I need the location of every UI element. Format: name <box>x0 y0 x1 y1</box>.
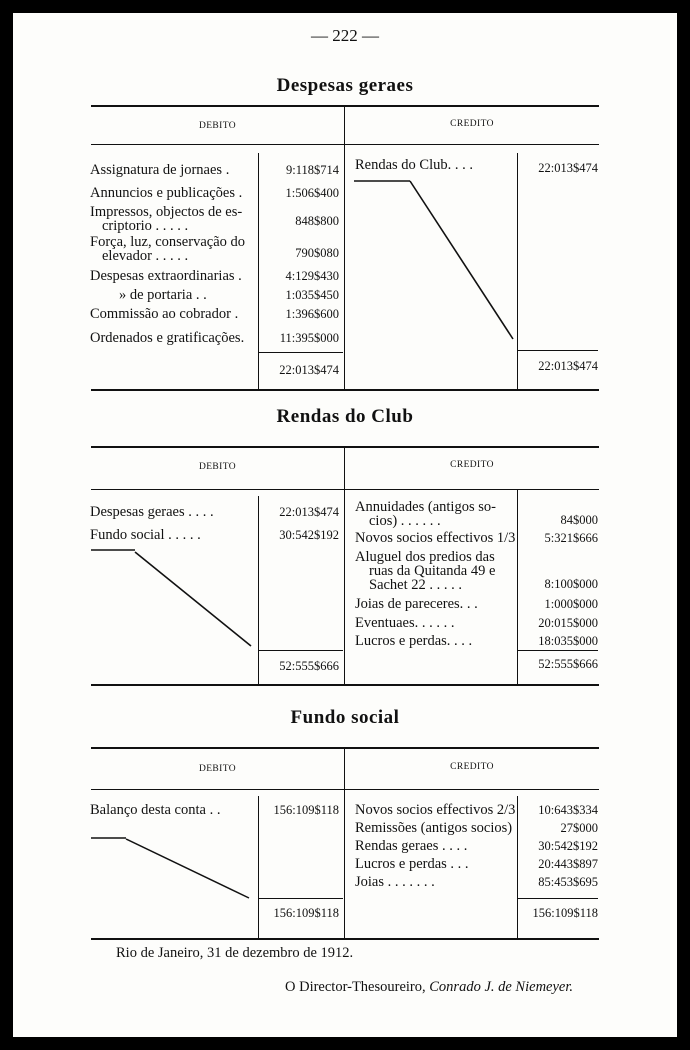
total-rule <box>259 650 343 651</box>
debit-header: DEBITO <box>198 462 237 472</box>
debit-row-amount: 30:542$192 <box>279 528 339 542</box>
debit-row-amount: 11:395$000 <box>279 331 339 345</box>
debit-header: DEBITO <box>198 121 237 131</box>
credit-row-amount: 84$000 <box>560 513 598 527</box>
credit-row-amount: 5:321$666 <box>544 531 598 545</box>
section-title-rendas-do-club: Rendas do Club <box>276 406 414 427</box>
credit-row-label: Lucros e perdas. . . . <box>355 633 473 649</box>
credit-row-label: Eventuaes. . . . . . <box>355 615 455 631</box>
debit-row-label: Assignatura de jornaes . <box>90 162 230 178</box>
credit-row-label: Remissões (antigos socios) <box>355 820 513 836</box>
section-bottom-rule <box>91 389 599 391</box>
debit-row-amount: 1:035$450 <box>285 288 339 302</box>
credit-row-amount: 85:453$695 <box>538 875 598 889</box>
debit-row-amount: 9:118$714 <box>285 163 339 177</box>
credit-row-amount: 22:013$474 <box>538 161 598 175</box>
total-rule <box>259 898 343 899</box>
credit-row-label: Joias . . . . . . . <box>355 874 435 890</box>
signature-prefix: O Director-Thesoureiro, <box>285 979 426 995</box>
debit-row-label: Ordenados e gratificações. <box>90 330 245 346</box>
debit-row-amount: 1:506$400 <box>285 186 339 200</box>
section-title-fundo-social: Fundo social <box>290 707 400 728</box>
credit-row-amount: 10:643$334 <box>538 803 598 817</box>
debit-amount-divider <box>258 496 259 684</box>
credit-row-label: Aluguel dos predios das <box>355 549 495 565</box>
credit-row-label: ruas da Quitanda 49 e <box>369 563 496 579</box>
credit-row-label: Joias de pareceres. . . <box>355 596 478 612</box>
debit-row-amount: 156:109$118 <box>273 803 339 817</box>
debit-row-amount: 4:129$430 <box>285 269 339 283</box>
credit-total: 156:109$118 <box>532 906 598 920</box>
debit-row-label: Despesas extraordinarias . <box>90 268 242 284</box>
signature-name: Conrado J. de Niemeyer. <box>429 979 574 995</box>
credit-header: CREDITO <box>450 762 494 772</box>
debit-row-amount: 1:396$600 <box>285 307 339 321</box>
place-date: Rio de Janeiro, 31 de dezembro de 1912. <box>116 945 354 961</box>
credit-row-amount: 18:035$000 <box>538 634 598 648</box>
credit-row-amount: 20:015$000 <box>538 616 598 630</box>
credit-row-amount: 8:100$000 <box>544 577 598 591</box>
total-rule <box>518 898 598 899</box>
document-page <box>13 13 677 1037</box>
column-divider <box>344 749 345 938</box>
credit-row-label: Novos socios effectivos 1/3 <box>355 530 516 546</box>
debit-row-amount: 790$080 <box>295 246 339 260</box>
section-bottom-rule <box>91 684 599 686</box>
column-divider <box>344 448 345 684</box>
header-rule <box>91 489 599 490</box>
credit-row-label: Rendas do Club. . . . <box>355 157 474 173</box>
credit-total: 22:013$474 <box>538 359 598 373</box>
credit-row-amount: 27$000 <box>560 821 598 835</box>
strike-line <box>126 839 249 898</box>
debit-header: DEBITO <box>198 764 237 774</box>
debit-row-label: Commissão ao cobrador . <box>90 306 239 322</box>
strike-line <box>135 552 251 646</box>
debit-total: 156:109$118 <box>273 906 339 920</box>
strike-line <box>410 181 513 339</box>
debit-row-label: Despesas geraes . . . . <box>90 504 214 520</box>
debit-row-label: » de portaria . . <box>119 287 207 303</box>
debit-row-label: Annuncios e publicações . <box>90 185 243 201</box>
debit-row-label: elevador . . . . . <box>102 248 189 264</box>
debit-total: 52:555$666 <box>279 659 339 673</box>
credit-row-label: Sachet 22 . . . . . <box>369 577 463 593</box>
section-bottom-rule <box>91 938 599 940</box>
debit-row-amount: 22:013$474 <box>279 505 339 519</box>
credit-header: CREDITO <box>450 460 494 470</box>
debit-row-amount: 848$800 <box>295 214 339 228</box>
debit-row-label: Força, luz, conservação do <box>90 234 246 250</box>
credit-row-label: Annuidades (antigos so- <box>355 499 496 515</box>
credit-header: CREDITO <box>450 119 494 129</box>
debit-row-label: Balanço desta conta . . <box>90 802 221 818</box>
total-rule <box>518 650 598 651</box>
credit-row-amount: 20:443$897 <box>538 857 598 871</box>
credit-row-amount: 30:542$192 <box>538 839 598 853</box>
debit-row-label: Impressos, objectos de es- <box>90 204 243 220</box>
page-number: — 222 — <box>311 26 379 45</box>
credit-row-label: Lucros e perdas . . . <box>355 856 469 872</box>
debit-total: 22:013$474 <box>279 363 339 377</box>
credit-row-label: Rendas geraes . . . . <box>355 838 468 854</box>
credit-row-amount: 1:000$000 <box>544 597 598 611</box>
section-title-despesas-geraes: Despesas geraes <box>276 75 414 96</box>
signature <box>285 979 573 996</box>
debit-row-label: criptorio . . . . . <box>102 218 189 234</box>
credit-row-label: Novos socios effectivos 2/3 <box>355 802 516 818</box>
credit-total: 52:555$666 <box>538 657 598 671</box>
credit-row-label: cios) . . . . . . <box>369 513 441 529</box>
header-rule <box>91 789 599 790</box>
debit-row-label: Fundo social . . . . . <box>90 527 201 543</box>
